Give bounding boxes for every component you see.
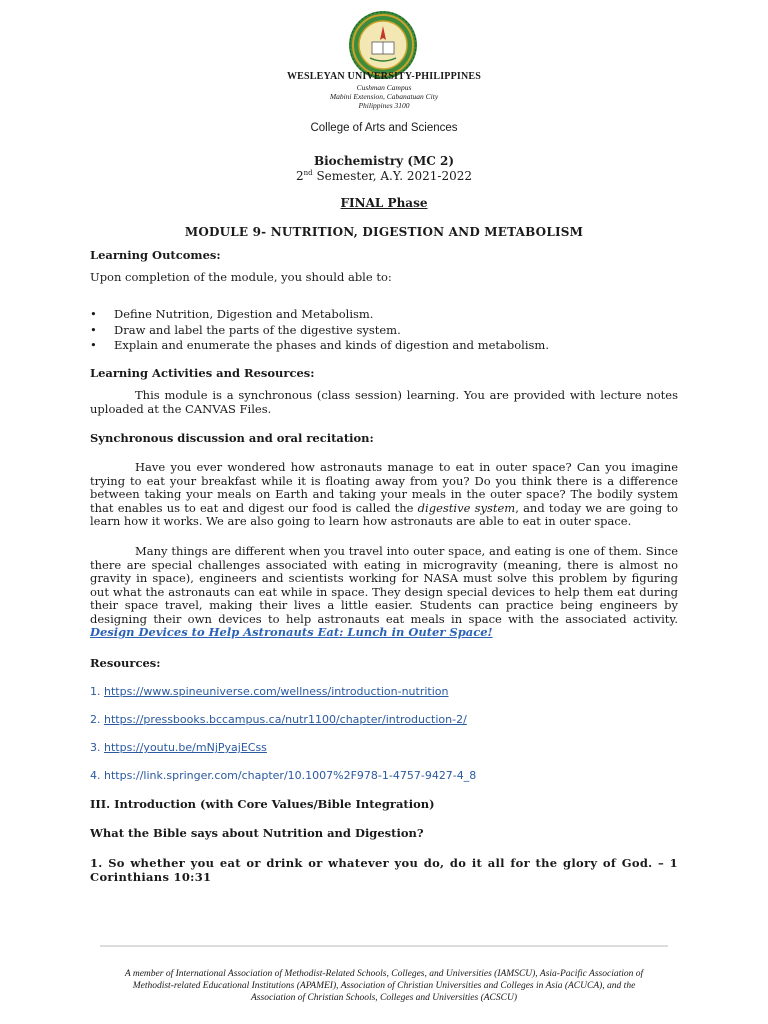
resource-link[interactable]: https://youtu.be/mNjPyajECss [104,741,267,754]
learning-activities-heading: Learning Activities and Resources: [90,366,315,380]
semester-suffix: nd [303,169,313,177]
paragraph-text: Have you ever wondered how astronauts manage to eat in outer space? Can you imagine trying to eat your breakfast while it is floating away from you? Do you think there is a difference between taking your meals on Earth and taking your meals in the outer space? The bodily system that enables us to eat and digest our food is called the [90,460,678,515]
resources-heading: Resources: [90,656,161,670]
introduction-heading: III. Introduction (with Core Values/Bible Integration) [90,797,435,811]
discussion-paragraph-2 [90,545,678,640]
resource-link[interactable]: https://pressbooks.bccampus.ca/nutr1100/chapter/introduction-2/ [104,713,467,726]
paragraph-text: , and today we are going to learn how it works. We are also going to learn how astronauts are able to eat in outer space. [90,500,679,528]
learning-outcomes-list [90,307,549,354]
resource-link[interactable]: https://link.springer.com/chapter/10.1007%2F978-1-4757-9427-4_8 [104,769,477,782]
campus-name: Cushman Campus [356,83,412,92]
resource-link[interactable]: https://www.spineuniverse.com/wellness/introduction-nutrition [104,685,449,698]
postal-address: Philippines 3100 [358,101,410,110]
footer-text: A member of International Association of Methodist-Related Schools, Colleges, and Universities (IAMSCU), Asia-Pacific Association of Methodist-related Educational Institutions (APAMEI), Association of Christian Universities and Colleges in Asia (ACUCA), and the Association of Christian Schools, Colleges and Universities (ACSCU) [124,969,644,1003]
resource-item-4 [90,769,678,783]
discussion-heading: Synchronous discussion and oral recitation: [90,431,374,445]
resource-item-3 [90,741,678,755]
resource-number: 1. [90,685,104,698]
semester-text: Semester, A.Y. 2021-2022 [312,169,472,183]
resource-item-2 [90,713,678,727]
college-name: College of Arts and Sciences [310,122,458,134]
resource-item-1 [90,685,678,699]
campus-address: Mabini Extension, Cabanatuan City [329,92,439,101]
discussion-paragraph-1 [90,461,678,529]
learning-outcomes-intro: Upon completion of the module, you should able to: [90,270,392,284]
module-title: MODULE 9- NUTRITION, DIGESTION AND METABOLISM [184,225,584,239]
resource-number: 4. [90,769,104,782]
footer-divider [100,945,668,947]
course-title: Biochemistry (MC 2) [313,154,455,168]
list-item: • Define Nutrition, Digestion and Metabolism. [90,307,549,323]
list-item: • Explain and enumerate the phases and kinds of digestion and metabolism. [90,338,549,354]
phase-title: FINAL Phase [340,196,428,210]
bible-verse: 1. So whether you eat or drink or whatever you do, do it all for the glory of God. – 1 Corinthians 10:31 [90,856,678,884]
emphasis-text: digestive system [417,500,516,515]
semester-line [0,169,768,183]
semester-number: 2 [295,169,304,183]
list-item: • Draw and label the parts of the digestive system. [90,323,549,339]
paragraph-text: Many things are different when you travel into outer space, and eating is one of them. Since there are special challenges associated with eating in microgravity (meaning, there is almost no gravity in space), engineers and scientists working for NASA must solve this problem by figuring out what the astronauts can eat while in space. They design special devices to help them eat during their space travel, making their lives a little easier. Students can practice being engineers by designing their own devices to help astronauts eat meals in space with the associated activity. [90,544,678,626]
resource-number: 2. [90,713,104,726]
learning-outcomes-heading: Learning Outcomes: [90,248,221,262]
bible-question: What the Bible says about Nutrition and Digestion? [90,826,424,840]
learning-activities-paragraph: This module is a synchronous (class session) learning. You are provided with lecture notes uploaded at the CANVAS Files. [90,388,678,416]
activity-link[interactable]: Design Devices to Help Astronauts Eat: Lunch in Outer Space! [90,625,493,639]
university-seal-logo [348,10,418,80]
university-name: WESLEYAN UNIVERSITY-PHILIPPINES [286,71,482,82]
resource-number: 3. [90,741,104,754]
